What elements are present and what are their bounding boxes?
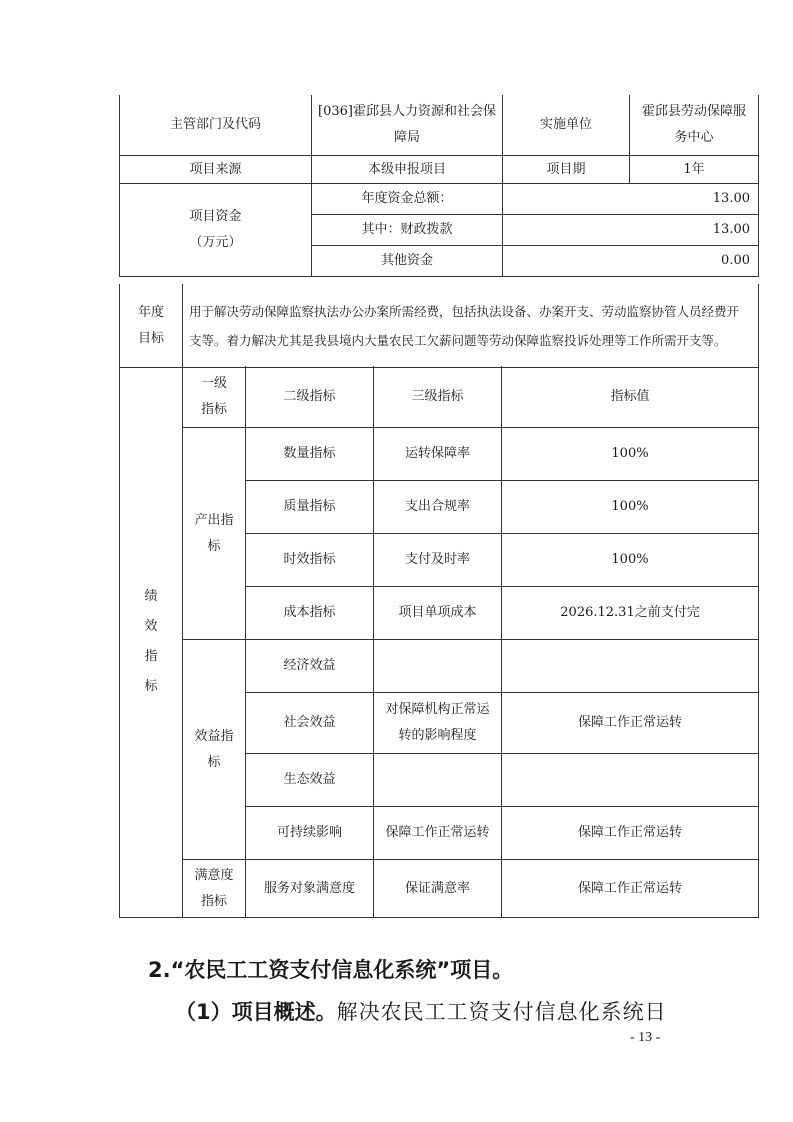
funds-total-row xyxy=(120,184,759,215)
project-info-table xyxy=(119,95,759,277)
total-label: 年度资金总额： xyxy=(312,184,503,215)
goal-text xyxy=(183,284,759,368)
output-val: 100% xyxy=(502,481,759,534)
satisfaction-val: 保障工作正常运转 xyxy=(502,860,759,918)
benefit-l3 xyxy=(374,754,502,807)
table-row xyxy=(120,640,759,693)
output-l3: 运转保障率 xyxy=(374,428,502,481)
other-label: 其他资金 xyxy=(312,246,503,277)
impl-value-line2: 务中心 xyxy=(674,130,714,145)
benefit-group-label xyxy=(183,640,246,860)
benefit-l3 xyxy=(374,640,502,693)
dept-label: 主管部门及代码 xyxy=(120,95,312,156)
funds-label-line1: 项目资金 xyxy=(189,209,242,224)
perf-section-label xyxy=(120,366,183,918)
impl-label: 实施单位 xyxy=(503,95,630,156)
output-l3: 支付及时率 xyxy=(374,534,502,587)
annual-goal-table xyxy=(119,284,759,368)
section-heading: 2.“农民工工资支付信息化系统”项目。 xyxy=(148,958,514,982)
output-l3: 支出合规率 xyxy=(374,481,502,534)
output-l2: 成本指标 xyxy=(246,587,374,640)
funds-label-line2: （万元） xyxy=(189,235,242,250)
dept-value-line2: 障局 xyxy=(393,130,420,145)
impl-value-line1: 霍邱县劳动保障服 xyxy=(641,104,746,119)
benefit-val xyxy=(502,640,759,693)
output-val: 2026.12.31之前支付完 xyxy=(502,587,759,640)
goal-label xyxy=(120,284,183,368)
output-val: 100% xyxy=(502,534,759,587)
goal-label-line1: 年度 xyxy=(137,304,164,320)
perf-section-char-2: 效 xyxy=(144,618,158,634)
table-row xyxy=(120,428,759,481)
fiscal-label: 其中：财政拨款 xyxy=(312,215,503,246)
fiscal-value: 13.00 xyxy=(503,215,759,246)
header-level2: 二级指标 xyxy=(246,366,374,428)
source-value: 本级申报项目 xyxy=(312,156,503,184)
goal-text-line1: 用于解决劳动保障监察执法办公办案所需经费，包括执法设备、办案开支、劳动监察协管人员经费开 xyxy=(189,303,740,319)
output-group-line1: 产出指 xyxy=(194,512,234,528)
paragraph xyxy=(175,996,667,1026)
funds-label xyxy=(120,184,312,277)
impl-value xyxy=(630,95,759,156)
satisfaction-l2: 服务对象满意度 xyxy=(246,860,374,918)
output-l2: 时效指标 xyxy=(246,534,374,587)
header-level1-line2: 指标 xyxy=(200,401,227,417)
benefit-group-line2: 标 xyxy=(207,754,221,770)
output-val: 100% xyxy=(502,428,759,481)
source-label: 项目来源 xyxy=(120,156,312,184)
other-value: 0.00 xyxy=(503,246,759,277)
goal-row xyxy=(120,284,759,368)
dept-value xyxy=(312,95,503,156)
source-row xyxy=(120,156,759,184)
perf-section-char-1: 绩 xyxy=(144,588,158,604)
header-level1 xyxy=(183,366,246,428)
benefit-l3-line1: 对保障机构正常运 xyxy=(385,702,490,717)
benefit-l3 xyxy=(374,693,502,754)
benefit-l2: 生态效益 xyxy=(246,754,374,807)
page-number: - 13 - xyxy=(630,1030,661,1045)
output-l2: 数量指标 xyxy=(246,428,374,481)
paragraph-lead: （1）项目概述。 xyxy=(175,1000,337,1024)
period-value: 1年 xyxy=(630,156,759,184)
dept-row xyxy=(120,95,759,156)
satisfaction-group-line1: 满意度 xyxy=(194,867,234,883)
benefit-l3-line2: 转的影响程度 xyxy=(398,728,477,743)
period-label: 项目期 xyxy=(503,156,630,184)
goal-label-line2: 目标 xyxy=(137,330,164,346)
header-level3: 三级指标 xyxy=(374,366,502,428)
satisfaction-group-label xyxy=(183,860,246,918)
benefit-val: 保障工作正常运转 xyxy=(502,807,759,860)
header-value: 指标值 xyxy=(502,366,759,428)
perf-header-row xyxy=(120,366,759,428)
satisfaction-group-line2: 指标 xyxy=(200,893,227,909)
benefit-val: 保障工作正常运转 xyxy=(502,693,759,754)
total-value: 13.00 xyxy=(503,184,759,215)
benefit-l2: 可持续影响 xyxy=(246,807,374,860)
benefit-l2: 社会效益 xyxy=(246,693,374,754)
benefit-group-line1: 效益指 xyxy=(194,728,234,744)
output-l2: 质量指标 xyxy=(246,481,374,534)
goal-text-line2: 支等。着力解决尤其是我县境内大量农民工欠薪问题等劳动保障监察投诉处理等工作所需开支等。 xyxy=(189,332,727,348)
output-l3: 项目单项成本 xyxy=(374,587,502,640)
performance-indicator-table xyxy=(119,366,759,918)
output-group-label xyxy=(183,428,246,640)
satisfaction-l3: 保证满意率 xyxy=(374,860,502,918)
perf-section-char-4: 标 xyxy=(144,678,158,694)
benefit-l3: 保障工作正常运转 xyxy=(374,807,502,860)
table-row xyxy=(120,860,759,918)
header-level1-line1: 一级 xyxy=(200,375,227,391)
benefit-val xyxy=(502,754,759,807)
perf-section-char-3: 指 xyxy=(144,648,158,664)
paragraph-text: 解决农民工工资支付信息化系统日 xyxy=(336,1000,667,1024)
benefit-l2: 经济效益 xyxy=(246,640,374,693)
output-group-line2: 标 xyxy=(207,538,221,554)
dept-value-line1: [036]霍邱县人力资源和社会保 xyxy=(318,104,496,119)
